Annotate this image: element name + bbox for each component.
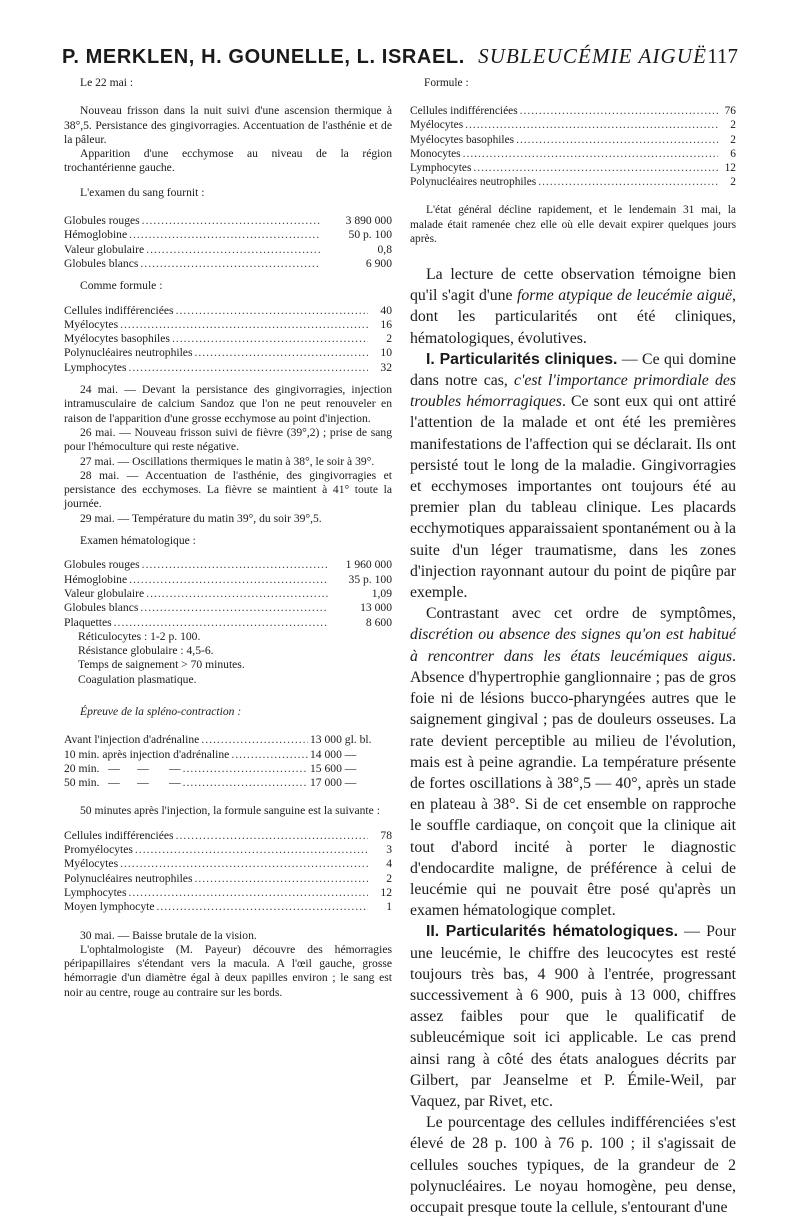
- section-heading: II. Particularités hématologiques.: [426, 923, 678, 941]
- table-row: Hémoglobine ..... 50 p. 100: [64, 228, 392, 242]
- section-hematologiques: II. Particularités hématologiques. — Pour une leucémie, le chiffre des leucocytes est resté toujours très bas, 4 900 à l'entrée, progressant successivement à 6 900, puis à 13 000, chiffres assez faibles pour que le qualificatif de subleucémique soit ici applicable. Le cas prend ainsi rang à côté des états analogues décrits par Gilbert, par Jeanselme et P. Émile-Weil, par Vaquez, par Rivet, etc.: [410, 923, 736, 1110]
- para-28-mai: 28 mai. — Accentuation de l'asthénie, des gingivorragies et persistance des ecchymoses. La fièvre se maintient à 41° toute la journée.: [64, 468, 392, 511]
- table-row: Avant l'injection d'adrénaline ..... 13 000 gl. bl.: [64, 733, 392, 747]
- table-row: Myélocytes ..... 2: [410, 118, 736, 132]
- section-heading: I. Particularités cliniques.: [426, 350, 618, 368]
- para-22-mai-1: Nouveau frisson dans la nuit suivi d'une ascension thermique à 38°,5. Persistance des gingivorragies. Accentuation de l'asthénie et de la pâleur.: [64, 104, 392, 146]
- exam2-intro: Examen hématologique :: [80, 534, 196, 548]
- table-row: Myélocytes basophiles ..... 2: [410, 133, 736, 147]
- table-row: Cellules indifférenciées ..... 76: [410, 104, 736, 118]
- table-row: Myélocytes basophiles ..... 2: [64, 332, 392, 346]
- spleno-title: Épreuve de la spléno-contraction :: [80, 704, 242, 718]
- table-row: Monocytes ..... 6: [410, 147, 736, 161]
- list-item: Coagulation plasmatique.: [78, 672, 197, 686]
- formula-intro: Comme formule :: [80, 279, 163, 293]
- exam-intro: L'examen du sang fournit :: [80, 185, 205, 199]
- table-row: 10 min. après injection d'adrénaline ..... 14 000 —: [64, 748, 392, 762]
- table-row: Globules blancs ..... 13 000: [64, 601, 392, 615]
- blood-table-2: [64, 558, 392, 629]
- left-column: [64, 76, 392, 1000]
- para-pourcentage: Le pourcentage des cellules indifférenciées s'est élevé de 28 p. 100 à 76 p. 100 ; il s'agissait de cellules souches typiques, de la grandeur de 2 polynucléaires. Le noyau homogène, peu dense, occupait presque toute la cellule, s'entourant d'une: [410, 1114, 736, 1216]
- para-ophtalmologiste: L'ophtalmologiste (M. Payeur) découvre des hémorragies péripapillaires s'étendant vers la macula. A l'œil gauche, grosse hémorragie d'un diamètre égal à deux papilles environ ; le sang est noir au centre, rouge au contraire sur les bords.: [64, 942, 392, 999]
- para-29-mai: 29 mai. — Température du matin 39°, du soir 39°,5.: [80, 511, 322, 525]
- header-title: SUBLEUCÉMIE AIGUË: [478, 44, 708, 68]
- section-cliniques: I. Particularités cliniques. — Ce qui domine dans notre cas, c'est l'importance primordiale des troubles hémorragiques. Ce sont eux qui ont attiré l'attention de la malade et ont été les premières manifestations de l'affection qui se déclarait. Ils ont persisté tout le long de la maladie. Gingivorragies et ecchymoses importantes ont toujours été au premier plan du tableau clinique. Les placards ecchymotiques apparaissaient spontanément ou à la suite d'un léger traumatisme, dans les zones d'injection rayonnant autour du point de piqûre par exemple.: [410, 350, 737, 602]
- table-row: Cellules indifférenciées ..... 40: [64, 304, 392, 318]
- list-item: Résistance globulaire : 4,5-6.: [78, 644, 214, 658]
- formula-title: Formule :: [424, 77, 469, 89]
- table-row: Lymphocytes ..... 12: [64, 886, 392, 900]
- running-header: [62, 44, 738, 72]
- para-22-mai-2: Apparition d'une ecchymose au niveau de la région trochantérienne gauche.: [64, 147, 392, 175]
- table-row: Globules rouges ..... 3 890 000: [64, 214, 392, 228]
- para-lecture: La lecture de cette observation témoigne bien qu'il s'agit d'une forme atypique de leucémie aiguë, dont les particularités ont été cliniques, hématologiques, évolutives.: [410, 266, 736, 347]
- formula-table-2: [64, 829, 392, 915]
- table-row: 50 min. — — — ..... 17 000 —: [64, 776, 392, 790]
- table-row: Moyen lymphocyte ..... 1: [64, 900, 392, 914]
- table-row: Polynucléaires neutrophiles ..... 2: [410, 175, 736, 189]
- list-item: Réticulocytes : 1-2 p. 100.: [78, 629, 201, 643]
- header-authors: P. MERKLEN, H. GOUNELLE, L. ISRAEL.: [62, 46, 465, 68]
- table-row: Myélocytes ..... 16: [64, 318, 392, 332]
- date-22-mai: Le 22 mai :: [80, 76, 134, 89]
- table-row: Polynucléaires neutrophiles ..... 10: [64, 346, 392, 360]
- para-30-mai: 30 mai. — Baisse brutale de la vision.: [80, 928, 257, 942]
- para-24-mai: 24 mai. — Devant la persistance des gingivorragies, injection intramusculaire de calcium Sandoz que l'on ne peut renouveler en raison de l'apparition d'une grosse ecchymose au point d'injection.: [64, 383, 392, 425]
- table-row: Valeur globulaire ..... 0,8: [64, 243, 392, 257]
- table-row: Myélocytes ..... 4: [64, 857, 392, 871]
- table-row: Lymphocytes ..... 12: [410, 161, 736, 175]
- table-row: Promyélocytes ..... 3: [64, 843, 392, 857]
- page-number: 117: [707, 44, 738, 68]
- table-row: Globules rouges ..... 1 960 000: [64, 558, 392, 572]
- para-27-mai: 27 mai. — Oscillations thermiques le matin à 38°, le soir à 39°.: [80, 454, 375, 468]
- table-row: Lymphocytes ..... 32: [64, 361, 392, 375]
- para-etat-general: L'état général décline rapidement, et le lendemain 31 mai, la malade était ramenée chez elle où elle devait expirer quelques jours après.: [410, 204, 736, 245]
- table-row: 20 min. — — — ..... 15 600 —: [64, 762, 392, 776]
- right-column: [410, 76, 736, 1218]
- list-item: Temps de saignement > 70 minutes.: [78, 658, 245, 672]
- table-row: Hémoglobine ..... 35 p. 100: [64, 573, 392, 587]
- para-contrastant: Contrastant avec cet ordre de symptômes, discrétion ou absence des signes qu'on est habitué à rencontrer dans les états leucémiques aigus. Absence d'hypertrophie ganglionnaire ; pas de gros foie ni de lésions bucco-pharyngées autres que le saignement gingival ; pas de douleurs osseuses. La rate devient perceptible au milieu de l'évolution, mais est à peine agrandie. La température présente de fortes oscillations à 38°,5 — 40°, après un stade en plateau à 38°. Si de cet ensemble on rapproche le souffle cardiaque, on conçoit que la clinique ait tout d'abord incité à porter le diagnostic d'endocardite maligne, de préférence à celui de leucémie qui ne pouvait être posé qu'après un examen hématologique complet.: [410, 605, 736, 920]
- table-row: Plaquettes ..... 8 600: [64, 616, 392, 630]
- formula-table-right: [410, 104, 736, 189]
- table-row: Polynucléaires neutrophiles ..... 2: [64, 872, 392, 886]
- spleno-table: [64, 733, 392, 790]
- blood2-extra-list: [64, 630, 392, 687]
- blood-table-1: [64, 214, 392, 271]
- table-row: Globules blancs ..... 6 900: [64, 257, 392, 271]
- formula-table-1: [64, 304, 392, 375]
- para-50-minutes: 50 minutes après l'injection, la formule sanguine est la suivante :: [80, 804, 380, 818]
- para-26-mai: 26 mai. — Nouveau frisson suivi de fièvre (39°,2) ; prise de sang pour l'hémoculture qui reste négative.: [64, 425, 392, 454]
- table-row: Cellules indifférenciées ..... 78: [64, 829, 392, 843]
- table-row: Valeur globulaire ..... 1,09: [64, 587, 392, 601]
